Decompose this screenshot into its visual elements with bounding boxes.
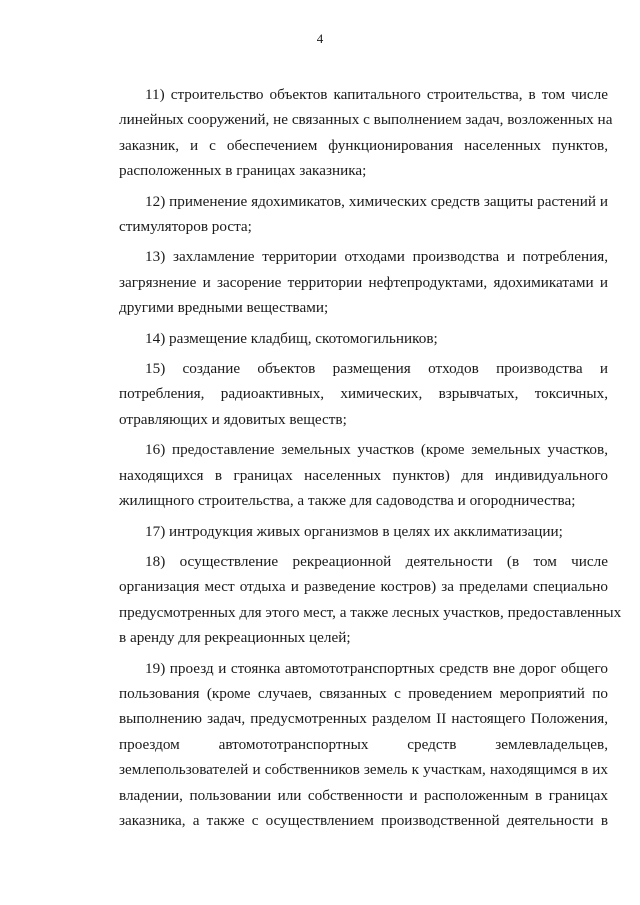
text-line: находящихся в границах населенных пунктов) для индивидуального	[119, 466, 608, 484]
list-item-15	[119, 356, 608, 432]
text-line: 19) проезд и стоянка автомототранспортных средств вне дорог общего	[145, 659, 608, 677]
text-line: в аренду для рекреационных целей;	[119, 629, 351, 647]
page-number: 4	[316, 31, 324, 46]
list-item-16	[119, 437, 608, 513]
text-line: стимуляторов роста;	[119, 218, 252, 236]
text-line: выполнению задач, предусмотренных разделом II настоящего Положения,	[119, 710, 608, 728]
text-line: линейных сооружений, не связанных с выполнением задач, возложенных на	[119, 111, 613, 129]
text-line: заказника, а также с осуществлением производственной деятельности в	[119, 811, 608, 829]
text-line: потребления, радиоактивных, химических, взрывчатых, токсичных,	[119, 385, 608, 403]
text-line: владении, пользовании или собственности и расположенным в границах	[119, 786, 608, 804]
text-line: другими вредными веществами;	[119, 299, 329, 317]
text-line: организация мест отдыха и разведение костров) за пределами специально	[119, 578, 608, 596]
list-item-12	[119, 189, 608, 240]
text-line: отравляющих и ядовитых веществ;	[119, 410, 347, 428]
text-line: расположенных в границах заказника;	[119, 162, 367, 180]
list-item-14	[119, 326, 608, 351]
text-line: заказник, и с обеспечением функционирования населенных пунктов,	[119, 136, 608, 154]
text-line: 11) строительство объектов капитального строительства, в том числе	[145, 86, 608, 103]
text-line: 18) осуществление рекреационной деятельности (в том числе	[145, 552, 608, 570]
list-item-13	[119, 244, 608, 320]
list-item-18	[119, 549, 622, 651]
text-line: 12) применение ядохимикатов, химических средств защиты растений и	[145, 192, 608, 210]
text-line: 14) размещение кладбищ, скотомогильников;	[145, 329, 438, 347]
text-line: жилищного строительства, а также для садоводства и огородничества;	[119, 492, 576, 510]
text-line: загрязнение и засорение территории нефтепродуктами, ядохимикатами и	[119, 273, 608, 291]
text-line: проездом автомототранспортных средств землевладельцев,	[119, 735, 608, 753]
list-item-11	[119, 82, 613, 184]
text-line: пользования (кроме случаев, связанных с проведением мероприятий по	[119, 684, 608, 702]
text-line: 17) интродукция живых организмов в целях их акклиматизации;	[145, 522, 563, 540]
list-item-17	[119, 519, 608, 544]
text-line: 15) создание объектов размещения отходов производства и	[145, 360, 608, 378]
text-line: предусмотренных для этого мест, а также лесных участков, предоставленных	[119, 603, 622, 621]
text-line: 13) захламление территории отходами производства и потребления,	[145, 248, 608, 266]
list-item-19	[119, 656, 608, 834]
document-body	[119, 82, 622, 838]
text-line: 16) предоставление земельных участков (кроме земельных участков,	[145, 441, 608, 459]
text-line: землепользователей и собственников земель к участкам, находящимся в их	[119, 761, 608, 779]
